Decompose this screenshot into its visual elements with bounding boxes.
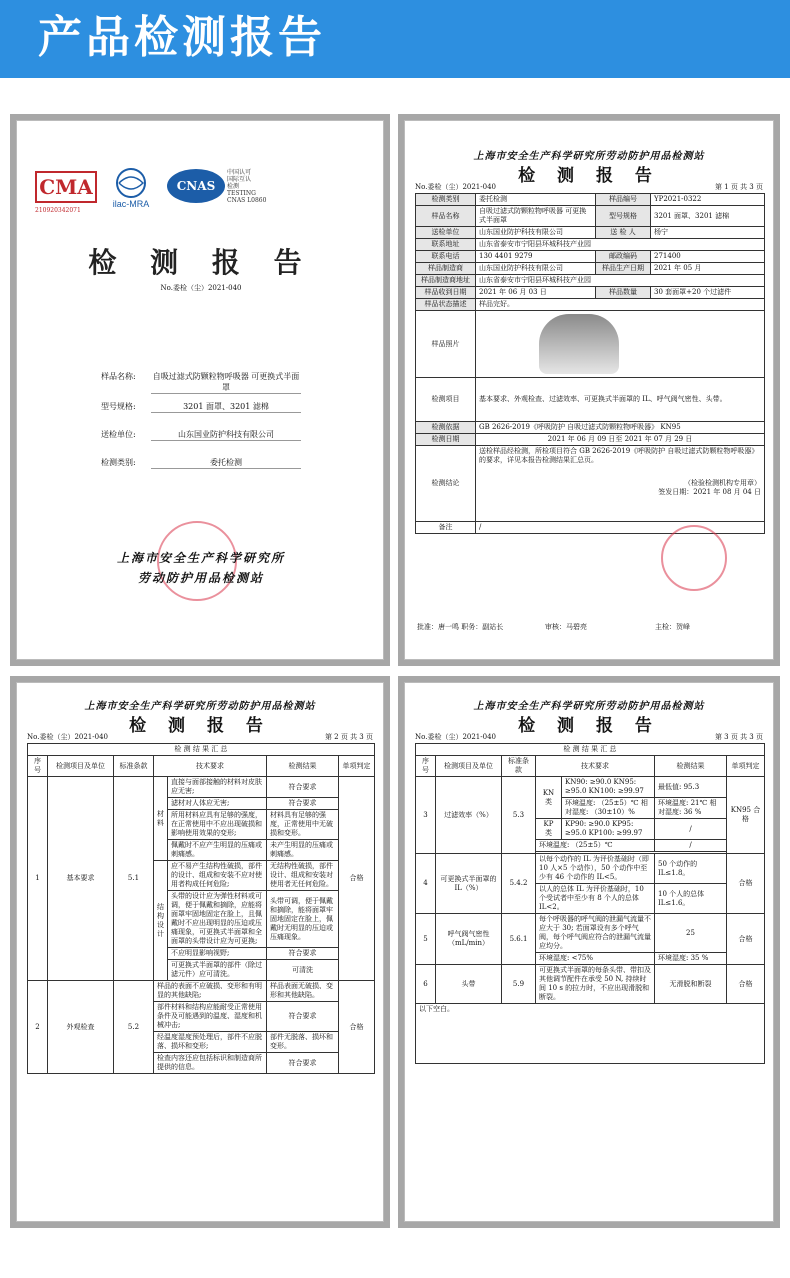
cell-res: 头带可调，便于佩戴和摘除，能将面罩牢固地固定在脸上，佩戴时无明显的压迫或压痛现象。: [267, 891, 339, 948]
cover-label: 样品名称:: [101, 372, 136, 381]
cell-label: 备注: [416, 522, 476, 534]
cell-item: 可更换式半面罩的 IL（%）: [436, 854, 502, 914]
cell-item: 基本要求: [48, 777, 114, 981]
report-no: No.委检（尘）2021-040: [27, 733, 108, 741]
cell-value: 2021 年 06 月 03 日: [476, 287, 596, 299]
cell-req: 检查内容还应包括标识和制造商所提供的信息。: [154, 1053, 267, 1074]
cover-value: 委托检测: [151, 457, 301, 469]
summary-table: [27, 743, 375, 1074]
table-row: [416, 275, 765, 287]
col-header: 序号: [28, 756, 48, 777]
cell-label: 检测日期: [416, 434, 476, 446]
table-row: [416, 434, 765, 446]
cell-res: /: [655, 840, 727, 852]
report-title: 检 测 报 告: [518, 166, 660, 186]
cell-label: 样品状态描述: [416, 299, 476, 311]
cell-value: /: [476, 522, 765, 534]
cell-label: 样品生产日期: [596, 263, 651, 275]
col-header: 检测项目及单位: [48, 756, 114, 777]
cell-res: 10 个人的总体 IL≤1.6。: [655, 884, 727, 914]
conclusion-cell: [476, 446, 765, 522]
cnas-text-line: 检测: [227, 183, 240, 190]
cell-label: 检测依据: [416, 422, 476, 434]
cell-res: 部件无脱落、损坏和变形。: [267, 1032, 339, 1053]
report-page-3: [404, 682, 774, 1222]
cell-res: /: [655, 819, 727, 840]
cell-req: 经温度湿度预处理后，部件不应脱落、损坏和变形;: [154, 1032, 267, 1053]
page-info: 第 2 页 共 3 页: [324, 733, 373, 741]
col-header: 标准条款: [114, 756, 154, 777]
table-row: [416, 1004, 765, 1064]
page-info: 第 3 页 共 3 页: [714, 733, 763, 741]
table-row: [416, 311, 765, 378]
cell-clause: 5.1: [114, 777, 154, 981]
col-header: 检测结果: [267, 756, 339, 777]
cell-clause: 5.9: [502, 965, 536, 1004]
cell-req: 可更换式半面罩的部件（除过滤元件）应可清洗。: [168, 960, 267, 981]
cell-value: 271400: [651, 251, 765, 263]
cell-verdict: 合格: [727, 914, 765, 965]
report-org: 上海市安全生产科学研究所劳动防护用品检测站: [84, 701, 316, 712]
cell-clause: 5.3: [502, 777, 536, 854]
cell-label: 送检单位: [416, 227, 476, 239]
cell-value: 2021 年 05 月: [651, 263, 765, 275]
cell-res: 最低值: 95.3: [655, 777, 727, 798]
col-header: 单项判定: [339, 756, 375, 777]
col-header: 标准条款: [502, 756, 536, 777]
banner: [0, 0, 790, 78]
cell-sub: KN 类: [536, 777, 562, 819]
report-no: No.委检（尘）2021-040: [415, 183, 496, 191]
cell-value: 委托检测: [476, 194, 596, 206]
cell-req: 应不易产生结构性破损，部件的设计、组成和安装不应对使用者构成任何危险;: [168, 861, 267, 891]
cell-req: 所用材料应具有足够的强度，在正常使用中不应出现破损和影响使用效果的变形;: [168, 810, 267, 840]
cell-label: 样品制造商: [416, 263, 476, 275]
col-header: 技术要求: [536, 756, 655, 777]
cell-no: 5: [416, 914, 436, 965]
cell-no: 2: [28, 981, 48, 1074]
cell-verdict: 合格: [727, 965, 765, 1004]
cell-label: 邮政编码: [596, 251, 651, 263]
cell-item: 过滤效率（%）: [436, 777, 502, 854]
sample-photo-cell: [476, 311, 765, 378]
cnas-text-line: CNAS L0860: [227, 197, 267, 204]
cell-value: 30 套面罩+20 个过滤件: [651, 287, 765, 299]
cell-label: 样品收到日期: [416, 287, 476, 299]
cover-label: 检测类别:: [101, 458, 136, 467]
ilac-label: ilac-MRA: [112, 199, 150, 209]
report-no: No.委检（尘）2021-040: [415, 733, 496, 741]
table-row: [416, 206, 765, 227]
cell-req: 头带的设计应为弹性材料或可调，便于佩戴和摘除，应能将面罩牢固地固定在脸上，且佩戴时不应出现明显的压迫或压痛现象，可更换式半面罩和全面罩的头带设计应为可更换;: [168, 891, 267, 948]
summary-title: 检 测 结 果 汇 总: [28, 744, 375, 756]
cover-report-no: No.委检（尘）2021-040: [160, 284, 242, 292]
cell-value: GB 2626-2019《呼吸防护 自吸过滤式防颗粒物呼吸器》 KN95: [476, 422, 765, 434]
table-row: [416, 263, 765, 275]
cell-sub: 结构设计: [154, 861, 168, 981]
info-table: [415, 193, 765, 534]
cell-label: 样品数量: [596, 287, 651, 299]
cell-req: 环境温度: （25±5）℃ 相对湿度: （30±10）%: [562, 798, 655, 819]
col-header: 技术要求: [154, 756, 267, 777]
table-row: [28, 981, 375, 1002]
cnas-text-line: TESTING: [227, 190, 256, 197]
cell-verdict: 合格: [727, 854, 765, 914]
cell-res: 无滑脱和断裂: [655, 965, 727, 1004]
table-row: [416, 914, 765, 953]
cover-label: 送检单位:: [101, 430, 136, 439]
cell-clause: 5.2: [114, 981, 154, 1074]
cell-value: 山东省泰安市宁阳县环城科技产业园: [476, 239, 765, 251]
cell-label: 检测类别: [416, 194, 476, 206]
official-seal: [661, 525, 727, 591]
cell-res: 符合要求: [267, 1002, 339, 1032]
cell-value: 3201 面罩、3201 滤棉: [651, 206, 765, 227]
cover-label: 型号规格:: [101, 402, 136, 411]
cnas-logo: CNAS: [167, 169, 225, 203]
cell-req: KN90: ≥90.0 KN95: ≥95.0 KN100: ≥99.97: [562, 777, 655, 798]
cma-number: 210920342071: [35, 207, 81, 214]
report-org: 上海市安全生产科学研究所劳动防护用品检测站: [473, 151, 705, 162]
sign-date: 签发日期：2021 年 08 月 04 日: [658, 488, 761, 496]
table-header: [416, 756, 765, 777]
cell-label: 检测项目: [416, 378, 476, 422]
cell-res: 符合要求: [267, 1053, 339, 1074]
sample-photo: [539, 314, 619, 374]
table-row: [416, 251, 765, 263]
cnas-text-line: 中国认可: [227, 169, 252, 176]
cell-value: 130 4401 9279: [476, 251, 596, 263]
cell-label: 联系地址: [416, 239, 476, 251]
cell-item: 头带: [436, 965, 502, 1004]
table-row: [416, 239, 765, 251]
cell-no: 4: [416, 854, 436, 914]
cell-req: KP90: ≥90.0 KP95: ≥95.0 KP100: ≥99.97: [562, 819, 655, 840]
cell-value: 山东国业防护科技有限公司: [476, 227, 596, 239]
cell-label: 样品名称: [416, 206, 476, 227]
cell-res: 25: [655, 914, 727, 953]
cell-req: 每个呼吸器的呼气阀的泄漏气流量不应大于 30; 若面罩设有多个呼气阀，每个呼气阀应符合的泄漏气流量应均分。: [536, 914, 655, 953]
cell-value: 山东国业防护科技有限公司: [476, 263, 596, 275]
table-row: [416, 446, 765, 522]
cell-req: 以每个动作的 IL 为评价基础时（即 10 人×5 个动作），50 个动作中至少有 46 个动作的 IL<5。: [536, 854, 655, 884]
table-row: [416, 854, 765, 884]
table-row: [28, 777, 375, 798]
cell-verdict: KN95 合格: [727, 777, 765, 854]
cell-req: 佩戴时不应产生明显的压痛或刺痛感。: [168, 840, 267, 861]
cover-org-line2: 劳动防护用品检测站: [137, 571, 264, 585]
conclusion-text: 送检样品经检测，所检项目符合 GB 2626-2019《呼吸防护 自吸过滤式防颗粒物呼吸器》的要求，详见本报告检测结果汇总页。: [479, 447, 759, 464]
col-header: 检测结果: [655, 756, 727, 777]
table-row: [416, 299, 765, 311]
cover-value: 山东国业防护科技有限公司: [151, 429, 301, 441]
cell-verdict: 合格: [339, 981, 375, 1074]
cell-sub: 材料: [154, 777, 168, 861]
cell-label: 检测结论: [416, 446, 476, 522]
cell-label: 样品制造商地址: [416, 275, 476, 287]
summary-title: 检 测 结 果 汇 总: [416, 744, 765, 756]
col-header: 检测项目及单位: [436, 756, 502, 777]
cell-req: 以人的总体 IL 为评价基础时，10 个受试者中至少有 8 个人的总体 IL<2。: [536, 884, 655, 914]
cell-value: 杨宁: [651, 227, 765, 239]
cell-no: 3: [416, 777, 436, 854]
cell-verdict: 合格: [339, 777, 375, 981]
cell-item: 呼气阀气密性（mL/min）: [436, 914, 502, 965]
approver: 批准：唐一鸣 职务：副站长: [417, 623, 504, 631]
cell-value: 样品完好。: [476, 299, 765, 311]
cnas-text-line: 国际互认: [227, 176, 252, 183]
table-row: [28, 744, 375, 756]
ilac-mra-logo: [105, 165, 157, 209]
cell-label: 样品编号: [596, 194, 651, 206]
cell-label: 样品照片: [416, 311, 476, 378]
cell-req: 滤材对人体应无害;: [168, 798, 267, 810]
cover-row-category: [101, 457, 361, 469]
table-header: [28, 756, 375, 777]
cell-res: 符合要求: [267, 948, 339, 960]
cell-req: 可更换式半面罩的每条头带、带扣及其他调节配件在承受 50 N, 持续时间 10 s 的拉力时，不应出现滑脱和断裂。: [536, 965, 655, 1004]
cell-res: 样品表面无破损、变形和其他缺陷。: [267, 981, 339, 1002]
reviewer: 审核：马碧亮: [545, 623, 587, 631]
cell-no: 1: [28, 777, 48, 981]
cover-title: 检 测 报 告: [88, 246, 314, 279]
cell-clause: 5.6.1: [502, 914, 536, 965]
table-row: [416, 194, 765, 206]
table-row: [416, 378, 765, 422]
cnas-text: [227, 169, 266, 204]
cell-res: 无结构性破损，部件设计、组成和安装对使用者无任何危险。: [267, 861, 339, 891]
cover-page: [16, 120, 384, 660]
cma-logo: CMA: [35, 171, 97, 203]
cell-value: 2021 年 06 月 09 日至 2021 年 07 月 29 日: [476, 434, 765, 446]
cell-res: 环境湿度: 35 %: [655, 953, 727, 965]
cover-row-model: [101, 401, 361, 413]
table-row: [416, 422, 765, 434]
cover-row-sample-name: [101, 371, 361, 394]
cell-req: 环境湿度: <75%: [536, 953, 655, 965]
stamp-text: （检验检测机构专用章）: [684, 479, 761, 487]
cell-no: 6: [416, 965, 436, 1004]
cell-label: 型号规格: [596, 206, 651, 227]
cell-req: 部件材料和结构应能耐受正常使用条件及可能遇到的温度、湿度和机械冲击;: [154, 1002, 267, 1032]
cover-value: 3201 面罩、3201 滤棉: [151, 401, 301, 413]
cover-row-client: [101, 429, 361, 441]
col-header: 序号: [416, 756, 436, 777]
banner-title: 产品检测报告: [38, 12, 326, 63]
cell-value: 自吸过滤式防颗粒物呼吸器 可更换式半面罩: [476, 206, 596, 227]
cell-res: 50 个动作的 IL≤1.8。: [655, 854, 727, 884]
cell-value: 山东省泰安市宁阳县环城科技产业园: [476, 275, 765, 287]
table-row: [416, 965, 765, 1004]
tester: 主检：贺峰: [655, 623, 690, 631]
report-title: 检 测 报 告: [129, 716, 271, 736]
cell-res: 符合要求: [267, 777, 339, 798]
cell-res: 材料具有足够的强度，正常使用中无破损和变形。: [267, 810, 339, 840]
cell-clause: 5.4.2: [502, 854, 536, 914]
cell-value: YP2021-0322: [651, 194, 765, 206]
cell-item: 外观检查: [48, 981, 114, 1074]
summary-table: [415, 743, 765, 1064]
report-page-1: [404, 120, 774, 660]
report-page-2: [16, 682, 384, 1222]
cell-req: 不应明显影响视野;: [168, 948, 267, 960]
col-header: 单项判定: [727, 756, 765, 777]
cell-label: 送 检 人: [596, 227, 651, 239]
table-row: [416, 287, 765, 299]
table-row: [416, 744, 765, 756]
cell-res: 可清洗: [267, 960, 339, 981]
cover-value: 自吸过滤式防颗粒物呼吸器 可更换式半面罩: [152, 372, 300, 392]
cell-res: 未产生明显的压痛或刺痛感。: [267, 840, 339, 861]
cover-org-line1: 上海市安全生产科学研究所: [116, 551, 285, 565]
cell-label: 联系电话: [416, 251, 476, 263]
cell-res: 环境温度: 21℃ 相对湿度: 36 %: [655, 798, 727, 819]
cell-req: 环境温度: （25±5）℃: [536, 840, 655, 852]
report-title: 检 测 报 告: [518, 716, 660, 736]
cell-sub: KP 类: [536, 819, 562, 840]
cell-res: 符合要求: [267, 798, 339, 810]
report-org: 上海市安全生产科学研究所劳动防护用品检测站: [473, 701, 705, 712]
cell-req: 样品的表面不应破损、变形和有明显的其他缺陷;: [154, 981, 267, 1002]
table-row: [416, 227, 765, 239]
cell-req: 直接与面部接触的材料对皮肤应无害;: [168, 777, 267, 798]
table-row: [416, 777, 765, 798]
blank-note: 以下空白。: [416, 1004, 765, 1064]
cell-value: 基本要求、外观检查、过滤效率、可更换式半面罩的 IL、呼气阀气密性、头带。: [476, 378, 765, 422]
page-info: 第 1 页 共 3 页: [714, 183, 763, 191]
